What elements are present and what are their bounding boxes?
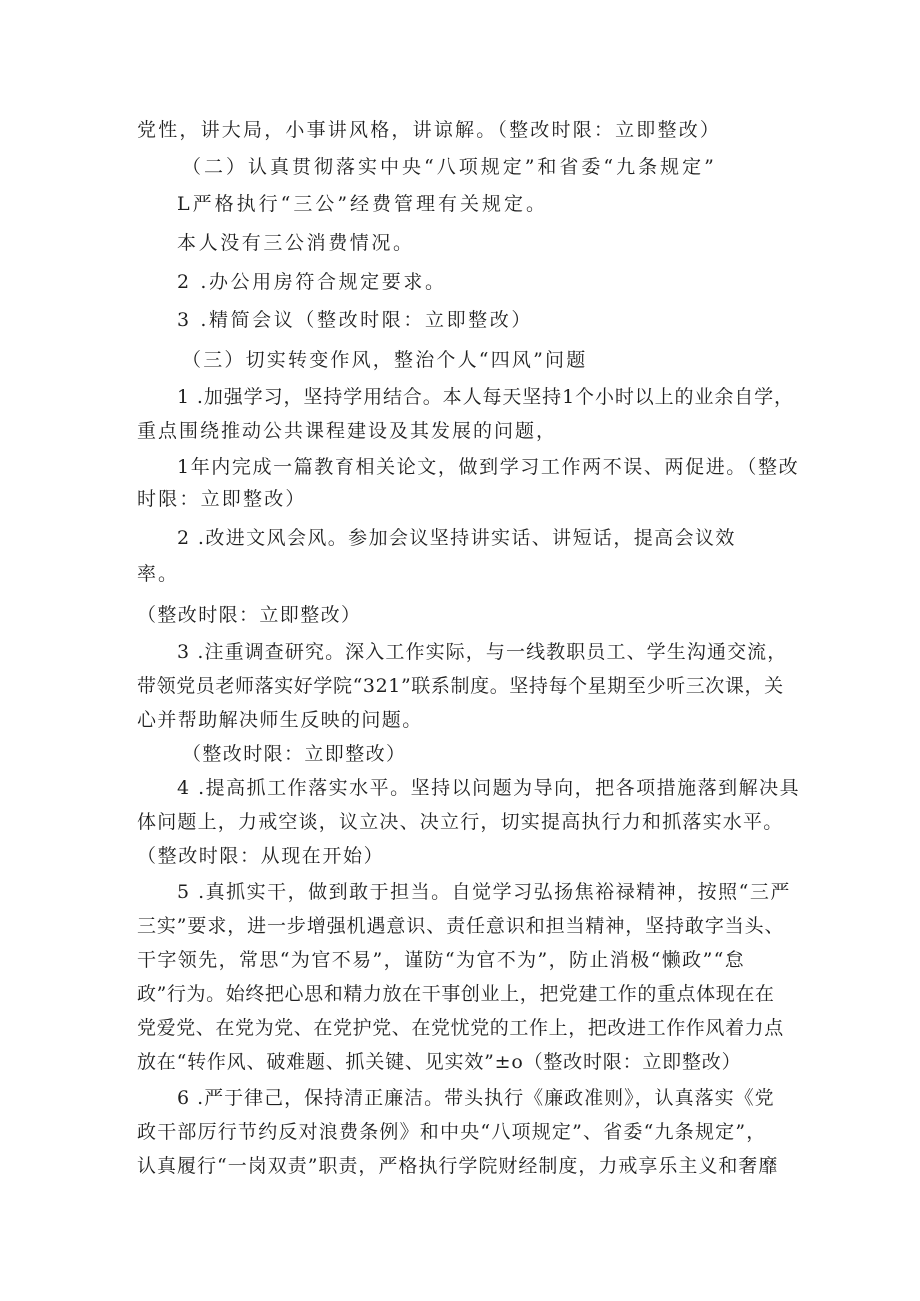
body-text-line: 时限：立即整改） [137, 488, 307, 510]
deadline-note: （整改时限：立即整改） [182, 743, 407, 765]
body-text-line: 三实”要求，进一步增强机遇意识、责任意识和担当精神，坚持敢字当头、 [137, 915, 785, 937]
body-text-line: 干字领先，常思“为官不易”，谨防“为官不为”，防止消极“懒政”“怠 [137, 949, 746, 971]
body-text-line: 1年内完成一篇教育相关论文，做到学习工作两不误、两促进。（整改 [177, 456, 800, 478]
body-text-line: 党性，讲大局，小事讲风格，讲谅解。（整改时限：立即整改） [137, 119, 722, 141]
body-text-line: 政干部厉行节约反对浪费条例》和中央“八项规定”、省委“九条规定”， [137, 1121, 767, 1143]
list-item: 1 .加强学习，坚持学用结合。本人每天坚持1个小时以上的业余自学， [177, 386, 794, 408]
list-item: 3 .注重调查研究。深入工作实际，与一线教职员工、学生沟通交流， [177, 641, 788, 663]
body-text-line: 带领党员老师落实好学院“321”联系制度。坚持每个星期至少听三次课，关 [137, 675, 784, 697]
section-heading: （二）认真贯彻落实中央“八项规定”和省委“九条规定” [182, 156, 717, 178]
list-item: 4 .提高抓工作落实水平。坚持以问题为导向，把各项措施落到解决具 [177, 777, 801, 799]
body-text-line: 认真履行“一岗双责”职责，严格执行学院财经制度，力戒享乐主义和奢靡 [137, 1155, 779, 1177]
body-text-line: 本人没有三公消费情况。 [177, 232, 415, 254]
list-item: 6 .严于律己，保持清正廉洁。带头执行《廉政准则》，认真落实《党 [177, 1087, 775, 1109]
list-item: 2 .改进文风会风。参加会议坚持讲实话、讲短话，提高会议效 [177, 527, 736, 549]
body-text-line: 心并帮助解决师生反映的问题。 [137, 709, 423, 731]
section-heading: （三）切实转变作风，整治个人“四风”问题 [182, 349, 588, 371]
deadline-note: （整改时限：从现在开始） [137, 845, 385, 867]
body-text-line: 体问题上，力戒空谈，议立决、决立行，切实提高执行力和抓落实水平。 [137, 811, 784, 833]
body-text-line: 政”行为。始终把心思和精力放在干事创业上，把党建工作的重点体现在在 [137, 983, 775, 1005]
deadline-note: （整改时限：立即整改） [137, 604, 362, 626]
body-text-line: 党爱党、在党为党、在党护党、在党忧党的工作上，把改进工作作风着力点 [137, 1017, 784, 1039]
body-text-line: 率。 [137, 563, 180, 585]
body-text-line: 放在“转作风、破难题、抓关键、见实效”±o（整改时限：立即整改） [137, 1051, 742, 1073]
list-item: 2 .办公用房符合规定要求。 [177, 271, 447, 293]
body-text-line: 重点围绕推动公共课程建设及其发展的问题， [137, 420, 558, 442]
list-item: 5 .真抓实干，做到敢于担当。自觉学习弘扬焦裕禄精神，按照“三严 [177, 881, 791, 903]
list-item: 3 .精简会议（整改时限：立即整改） [177, 309, 533, 331]
list-item: L严格执行“三公”经费管理有关规定。 [177, 193, 549, 215]
